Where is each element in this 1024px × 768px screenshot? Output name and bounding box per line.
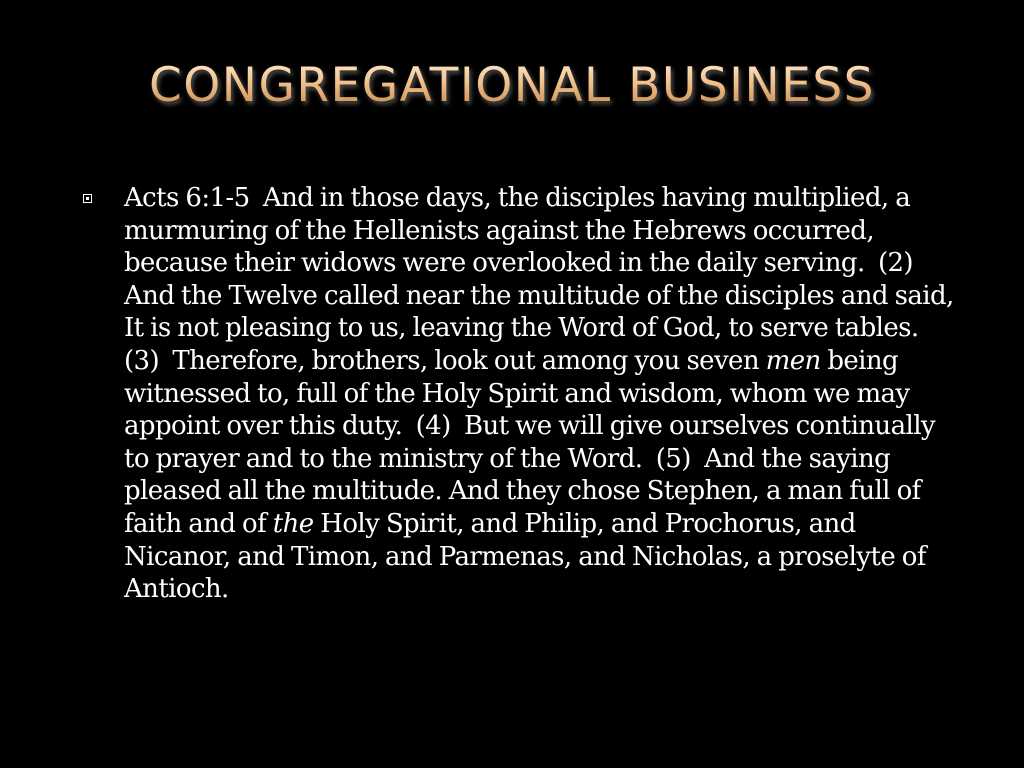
- list-item: [80, 182, 960, 606]
- slide-title: CONGREGATIONAL BUSINESS: [0, 62, 1024, 109]
- italic-word-the: the: [272, 508, 314, 539]
- scripture-text-part-2: being witnessed to, full of the Holy Spirit and wisdom, whom we may appoint over this duty. (4) But we will give ourselves continually to prayer and to the ministry of the Word. (5) And the saying pleased all the multitude. And they chose Stephen, a man full of faith and of: [124, 345, 942, 539]
- scripture-text-part-3: Holy Spirit, and Philip, and Prochorus, and Nicanor, and Timon, and Parmenas, and Nicholas, a proselyte of Antioch.: [124, 508, 933, 605]
- scripture-text-part-1: Acts 6:1-5 And in those days, the disciples having multiplied, a murmuring of the Hellenists against the Hebrews occurred, because their widows were overlooked in the daily serving. (2) And the Twelve called near the multitude of the disciples and said, It is not pleasing to us, leaving the Word of God, to serve tables. (3) Therefore, brothers, look out among you seven: [124, 183, 961, 376]
- italic-word-men: men: [765, 345, 821, 376]
- square-bullet-icon: [83, 194, 92, 203]
- bullet-list: [80, 182, 960, 606]
